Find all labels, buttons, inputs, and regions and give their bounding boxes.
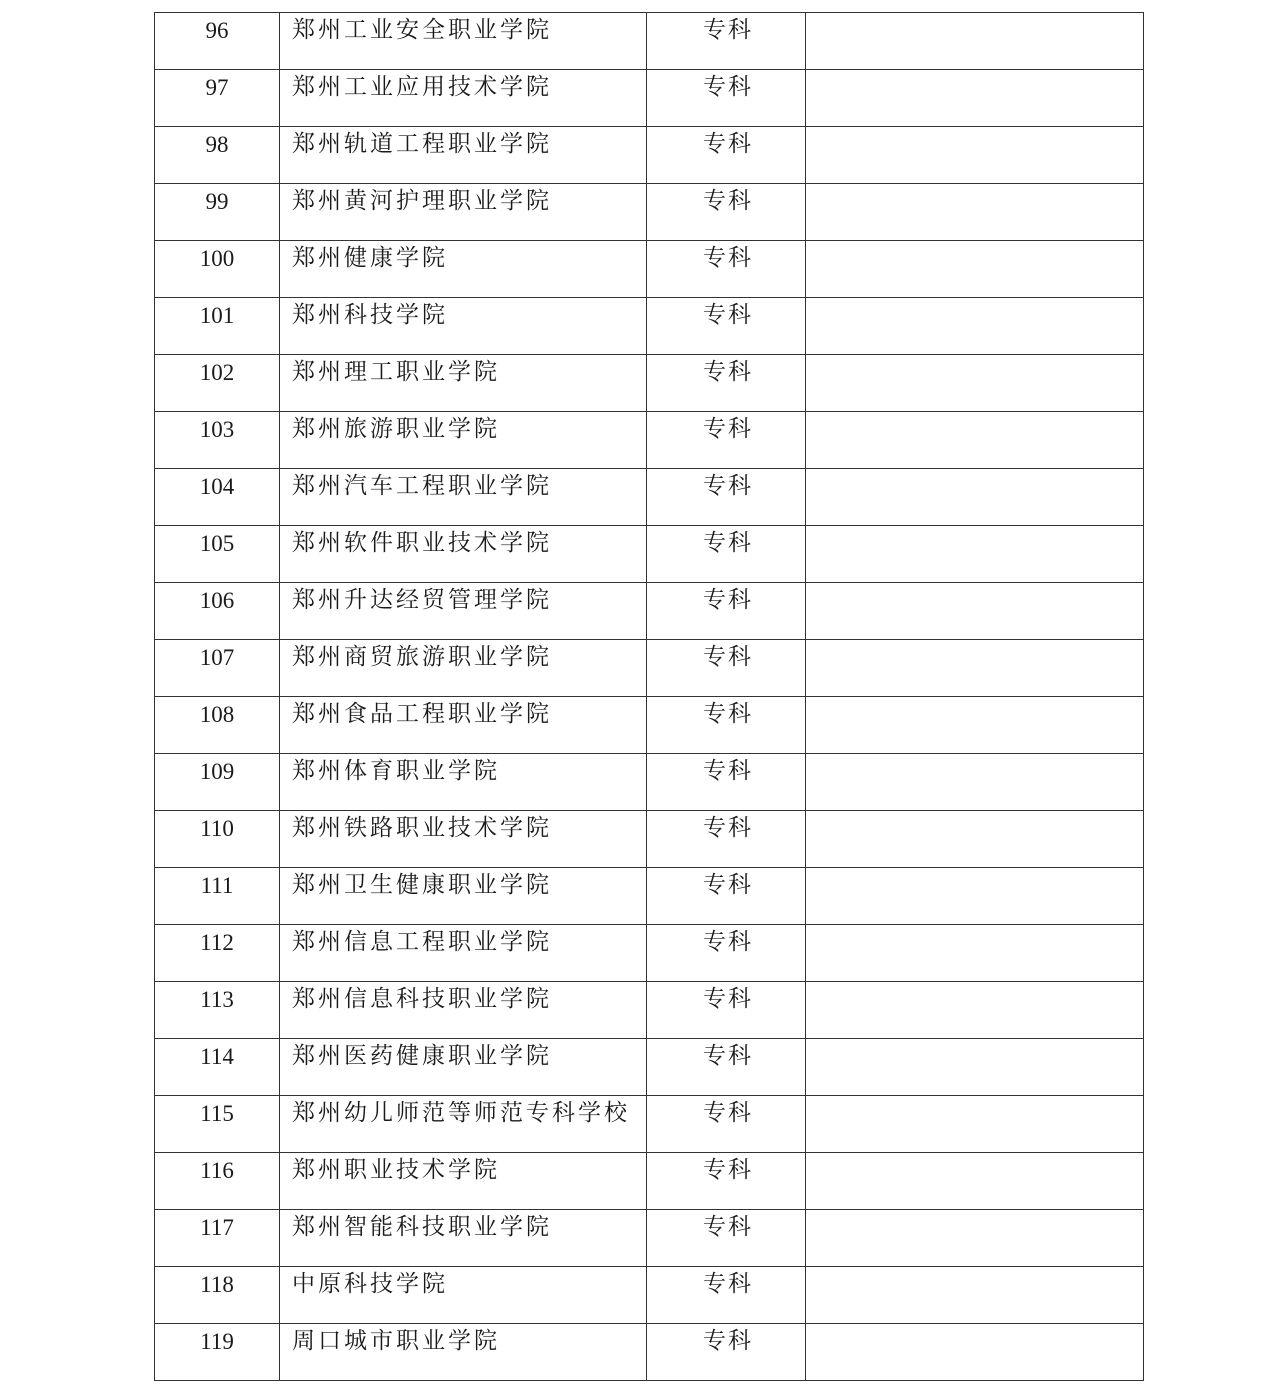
table-body [155,13,1144,1381]
education-level-cell-text: 专科 [703,701,753,727]
education-level-cell-text: 专科 [703,188,753,214]
education-level-cell [647,127,806,184]
education-level-cell-text: 专科 [703,131,753,157]
school-name-cell [280,1324,647,1381]
note-cell-text [806,1210,1143,1216]
school-name-cell-text: 郑州食品工程职业学院 [292,701,552,727]
row-number-cell [155,1324,280,1381]
row-number-cell-text: 96 [205,18,229,43]
row-number-cell-text: 112 [200,930,234,955]
education-level-cell-text: 专科 [703,644,753,670]
row-number-cell-text: 110 [200,816,234,841]
education-level-cell-text: 专科 [703,815,753,841]
table-row [155,241,1144,298]
education-level-cell [647,298,806,355]
note-cell-text [806,13,1143,19]
school-name-cell-text: 郑州工业安全职业学院 [292,17,552,43]
row-number-cell [155,583,280,640]
school-list-table [154,12,1144,1381]
education-level-cell-text: 专科 [703,758,753,784]
note-cell [806,127,1144,184]
note-cell-text [806,640,1143,646]
note-cell [806,925,1144,982]
education-level-cell [647,1210,806,1267]
education-level-cell-text: 专科 [703,986,753,1012]
row-number-cell [155,925,280,982]
table-row [155,583,1144,640]
note-cell [806,1210,1144,1267]
row-number-cell-text: 108 [199,702,235,727]
note-cell-text [806,868,1143,874]
school-name-cell-text: 郑州商贸旅游职业学院 [292,644,552,670]
school-name-cell [280,754,647,811]
row-number-cell [155,184,280,241]
note-cell-text [806,298,1143,304]
row-number-cell [155,127,280,184]
school-name-cell [280,469,647,526]
education-level-cell [647,640,806,697]
school-name-cell [280,982,647,1039]
education-level-cell-text: 专科 [703,473,753,499]
table-row [155,13,1144,70]
table-row [155,925,1144,982]
table-row [155,70,1144,127]
note-cell-text [806,1324,1143,1330]
table-row [155,1153,1144,1210]
row-number-cell [155,697,280,754]
note-cell-text [806,469,1143,475]
education-level-cell-text: 专科 [703,1157,753,1183]
note-cell-text [806,70,1143,76]
note-cell [806,412,1144,469]
school-name-cell [280,526,647,583]
school-name-cell-text: 郑州科技学院 [292,302,448,328]
row-number-cell-text: 109 [199,759,235,784]
row-number-cell-text: 97 [205,75,229,100]
note-cell [806,241,1144,298]
row-number-cell [155,1210,280,1267]
education-level-cell-text: 专科 [703,1271,753,1297]
row-number-cell-text: 114 [200,1044,234,1069]
school-name-cell [280,583,647,640]
note-cell [806,355,1144,412]
table-row [155,811,1144,868]
row-number-cell-text: 100 [199,246,235,271]
education-level-cell-text: 专科 [703,530,753,556]
school-name-cell-text: 郑州旅游职业学院 [292,416,500,442]
school-name-cell-text: 郑州工业应用技术学院 [292,74,552,100]
row-number-cell [155,241,280,298]
school-name-cell [280,1153,647,1210]
row-number-cell-text: 104 [199,474,235,499]
school-name-cell [280,1096,647,1153]
row-number-cell-text: 102 [199,360,235,385]
table-row [155,868,1144,925]
education-level-cell [647,697,806,754]
row-number-cell [155,412,280,469]
education-level-cell [647,184,806,241]
note-cell [806,1153,1144,1210]
education-level-cell [647,1096,806,1153]
education-level-cell [647,811,806,868]
note-cell [806,70,1144,127]
education-level-cell-text: 专科 [703,872,753,898]
school-name-cell-text: 郑州幼儿师范等师范专科学校 [292,1100,630,1126]
education-level-cell [647,868,806,925]
education-level-cell-text: 专科 [703,1214,753,1240]
school-name-cell-text: 郑州轨道工程职业学院 [292,131,552,157]
table-row [155,697,1144,754]
school-name-cell [280,241,647,298]
row-number-cell-text: 106 [199,588,235,613]
note-cell [806,13,1144,70]
row-number-cell-text: 111 [200,873,234,898]
school-name-cell-text: 郑州职业技术学院 [292,1157,500,1183]
note-cell-text [806,697,1143,703]
school-name-cell [280,697,647,754]
education-level-cell [647,1039,806,1096]
row-number-cell [155,469,280,526]
education-level-cell [647,355,806,412]
education-level-cell-text: 专科 [703,1328,753,1354]
row-number-cell-text: 113 [200,987,234,1012]
row-number-cell-text: 103 [199,417,235,442]
note-cell-text [806,982,1143,988]
education-level-cell [647,1267,806,1324]
row-number-cell [155,70,280,127]
school-name-cell [280,70,647,127]
school-name-cell [280,868,647,925]
note-cell-text [806,811,1143,817]
note-cell [806,868,1144,925]
note-cell-text [806,1267,1143,1273]
row-number-cell-text: 105 [199,531,235,556]
table-row [155,184,1144,241]
school-name-cell-text: 郑州卫生健康职业学院 [292,872,552,898]
school-name-cell [280,298,647,355]
school-name-cell [280,355,647,412]
table-row [155,1039,1144,1096]
school-name-cell [280,925,647,982]
note-cell [806,1096,1144,1153]
row-number-cell [155,640,280,697]
note-cell [806,184,1144,241]
table-row [155,1324,1144,1381]
note-cell-text [806,526,1143,532]
row-number-cell [155,526,280,583]
school-name-cell-text: 郑州黄河护理职业学院 [292,188,552,214]
table-row [155,127,1144,184]
row-number-cell-text: 117 [200,1215,234,1240]
note-cell [806,526,1144,583]
row-number-cell [155,1153,280,1210]
school-name-cell-text: 中原科技学院 [292,1271,448,1297]
row-number-cell-text: 107 [199,645,235,670]
row-number-cell [155,982,280,1039]
row-number-cell [155,1096,280,1153]
row-number-cell [155,811,280,868]
row-number-cell-text: 118 [200,1272,234,1297]
row-number-cell-text: 115 [200,1101,234,1126]
note-cell [806,982,1144,1039]
education-level-cell [647,583,806,640]
note-cell [806,811,1144,868]
school-name-cell-text: 周口城市职业学院 [292,1328,500,1354]
education-level-cell [647,982,806,1039]
row-number-cell [155,298,280,355]
education-level-cell-text: 专科 [703,587,753,613]
school-name-cell [280,127,647,184]
table-row [155,355,1144,412]
row-number-cell [155,355,280,412]
education-level-cell-text: 专科 [703,1043,753,1069]
education-level-cell [647,241,806,298]
note-cell-text [806,241,1143,247]
table-row [155,298,1144,355]
note-cell-text [806,127,1143,133]
row-number-cell [155,754,280,811]
school-name-cell-text: 郑州升达经贸管理学院 [292,587,552,613]
row-number-cell [155,1039,280,1096]
education-level-cell-text: 专科 [703,1100,753,1126]
school-name-cell-text: 郑州健康学院 [292,245,448,271]
note-cell-text [806,184,1143,190]
table-row [155,982,1144,1039]
school-name-cell [280,412,647,469]
education-level-cell [647,13,806,70]
education-level-cell [647,469,806,526]
school-name-cell-text: 郑州软件职业技术学院 [292,530,552,556]
education-level-cell [647,1153,806,1210]
table-row [155,469,1144,526]
row-number-cell-text: 119 [200,1329,234,1354]
school-name-cell-text: 郑州信息科技职业学院 [292,986,552,1012]
note-cell [806,1267,1144,1324]
table-row [155,1096,1144,1153]
education-level-cell-text: 专科 [703,245,753,271]
education-level-cell-text: 专科 [703,416,753,442]
note-cell-text [806,412,1143,418]
note-cell [806,1324,1144,1381]
note-cell-text [806,925,1143,931]
education-level-cell-text: 专科 [703,302,753,328]
note-cell-text [806,754,1143,760]
education-level-cell [647,754,806,811]
row-number-cell [155,1267,280,1324]
education-level-cell-text: 专科 [703,74,753,100]
note-cell [806,583,1144,640]
school-name-cell-text: 郑州汽车工程职业学院 [292,473,552,499]
school-name-cell [280,1267,647,1324]
row-number-cell [155,13,280,70]
note-cell [806,1039,1144,1096]
school-name-cell-text: 郑州医药健康职业学院 [292,1043,552,1069]
note-cell-text [806,583,1143,589]
row-number-cell-text: 98 [205,132,229,157]
school-name-cell-text: 郑州体育职业学院 [292,758,500,784]
note-cell [806,469,1144,526]
table-row [155,526,1144,583]
education-level-cell [647,526,806,583]
note-cell-text [806,1039,1143,1045]
education-level-cell [647,70,806,127]
note-cell [806,640,1144,697]
school-name-cell [280,184,647,241]
row-number-cell-text: 99 [205,189,229,214]
school-name-cell-text: 郑州智能科技职业学院 [292,1214,552,1240]
education-level-cell [647,1324,806,1381]
row-number-cell-text: 116 [200,1158,234,1183]
row-number-cell-text: 101 [199,303,235,328]
table-row [155,754,1144,811]
school-name-cell [280,1210,647,1267]
education-level-cell [647,412,806,469]
note-cell-text [806,1153,1143,1159]
education-level-cell [647,925,806,982]
table-row [155,1267,1144,1324]
table-row [155,1210,1144,1267]
school-name-cell-text: 郑州理工职业学院 [292,359,500,385]
note-cell [806,754,1144,811]
school-name-cell-text: 郑州铁路职业技术学院 [292,815,552,841]
note-cell-text [806,355,1143,361]
education-level-cell-text: 专科 [703,17,753,43]
school-name-cell [280,640,647,697]
note-cell [806,697,1144,754]
note-cell-text [806,1096,1143,1102]
row-number-cell [155,868,280,925]
school-name-cell [280,1039,647,1096]
school-name-cell [280,811,647,868]
table-row [155,640,1144,697]
note-cell [806,298,1144,355]
table-row [155,412,1144,469]
education-level-cell-text: 专科 [703,359,753,385]
education-level-cell-text: 专科 [703,929,753,955]
school-name-cell [280,13,647,70]
school-name-cell-text: 郑州信息工程职业学院 [292,929,552,955]
